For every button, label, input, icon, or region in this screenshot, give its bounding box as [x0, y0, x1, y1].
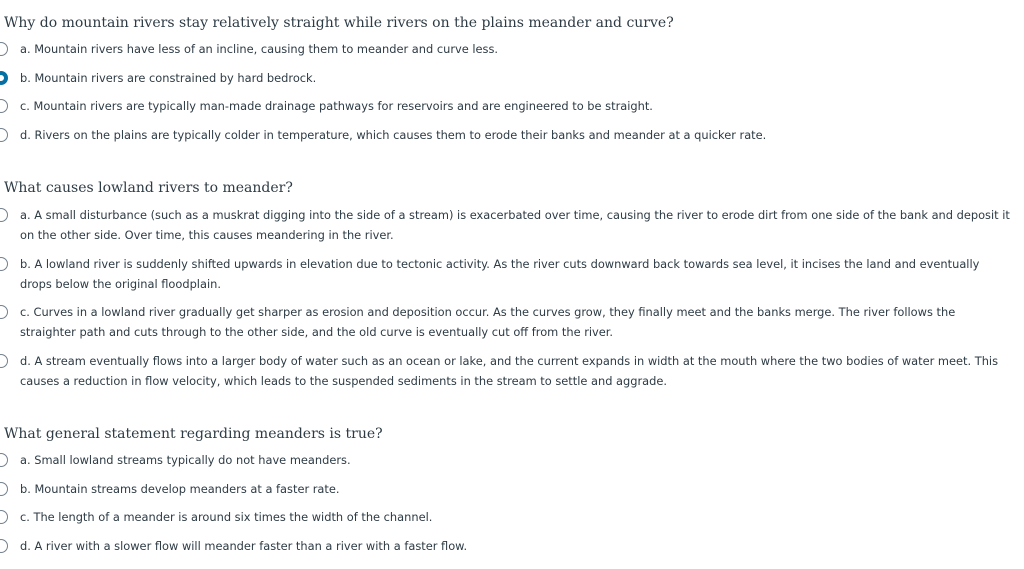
option-label: b. Mountain streams develop meanders at a faster rate.: [20, 482, 340, 496]
option-label: d. Rivers on the plains are typically colder in temperature, which causes them to erode their banks and meander at a quicker rate.: [20, 128, 767, 142]
question-3-option-c[interactable]: [0, 507, 1024, 527]
question-2-option-c[interactable]: [0, 302, 1024, 342]
option-label: b. A lowland river is suddenly shifted upwards in elevation due to tectonic activity. As the river cuts downward back towards sea level, it incises the land and eventually drops below the original floodplain.: [20, 257, 980, 291]
radio-button[interactable]: [0, 539, 8, 553]
option-label: b. Mountain rivers are constrained by hard bedrock.: [20, 71, 317, 85]
question-2-option-d[interactable]: [0, 351, 1024, 391]
radio-button[interactable]: [0, 453, 8, 467]
radio-button[interactable]: [0, 354, 8, 368]
radio-button[interactable]: [0, 99, 8, 113]
radio-button[interactable]: [0, 42, 8, 56]
option-label: c. Mountain rivers are typically man-made drainage pathways for reservoirs and are engineered to be straight.: [20, 99, 653, 113]
radio-button[interactable]: [0, 510, 8, 524]
question-3-option-d[interactable]: [0, 536, 1024, 556]
option-label: c. Curves in a lowland river gradually get sharper as erosion and deposition occur. As the curves grow, they finally meet and the banks merge. The river follows the straighter path and cuts through to the other side, and the old curve is eventually cut off from the river.: [20, 305, 956, 339]
option-label: a. Small lowland streams typically do not have meanders.: [20, 453, 351, 467]
radio-button-selected[interactable]: [0, 71, 8, 85]
option-label: c. The length of a meander is around six times the width of the channel.: [20, 510, 433, 524]
option-label: a. Mountain rivers have less of an incline, causing them to meander and curve less.: [20, 42, 499, 56]
question-3-title: What general statement regarding meanders is true?: [4, 426, 383, 442]
option-label: d. A river with a slower flow will meander faster than a river with a faster flow.: [20, 539, 468, 553]
option-label: a. A small disturbance (such as a muskrat digging into the side of a stream) is exacerbated over time, causing the river to erode dirt from one side of the bank and deposit it on the other side. Over time, this causes meandering in the river.: [20, 208, 1010, 242]
question-1-title: Why do mountain rivers stay relatively straight while rivers on the plains meander and curve?: [4, 15, 674, 31]
question-2-option-a[interactable]: [0, 205, 1024, 245]
radio-button[interactable]: [0, 257, 8, 271]
question-2-option-b[interactable]: [0, 254, 1024, 294]
option-label: d. A stream eventually flows into a larger body of water such as an ocean or lake, and the current expands in width at the mouth where the two bodies of water meet. This causes a reduction in flow velocity, which leads to the suspended sediments in the stream to settle and aggrade.: [20, 354, 999, 388]
question-1-option-c[interactable]: [0, 96, 1024, 116]
question-2-title: What causes lowland rivers to meander?: [4, 180, 293, 196]
radio-button[interactable]: [0, 208, 8, 222]
radio-button[interactable]: [0, 128, 8, 142]
radio-button[interactable]: [0, 482, 8, 496]
question-1-option-b[interactable]: [0, 68, 1024, 88]
radio-button[interactable]: [0, 305, 8, 319]
question-3-option-b[interactable]: [0, 479, 1024, 499]
question-1-option-d[interactable]: [0, 125, 1024, 145]
question-1-option-a[interactable]: [0, 39, 1024, 59]
question-3-option-a[interactable]: [0, 450, 1024, 470]
